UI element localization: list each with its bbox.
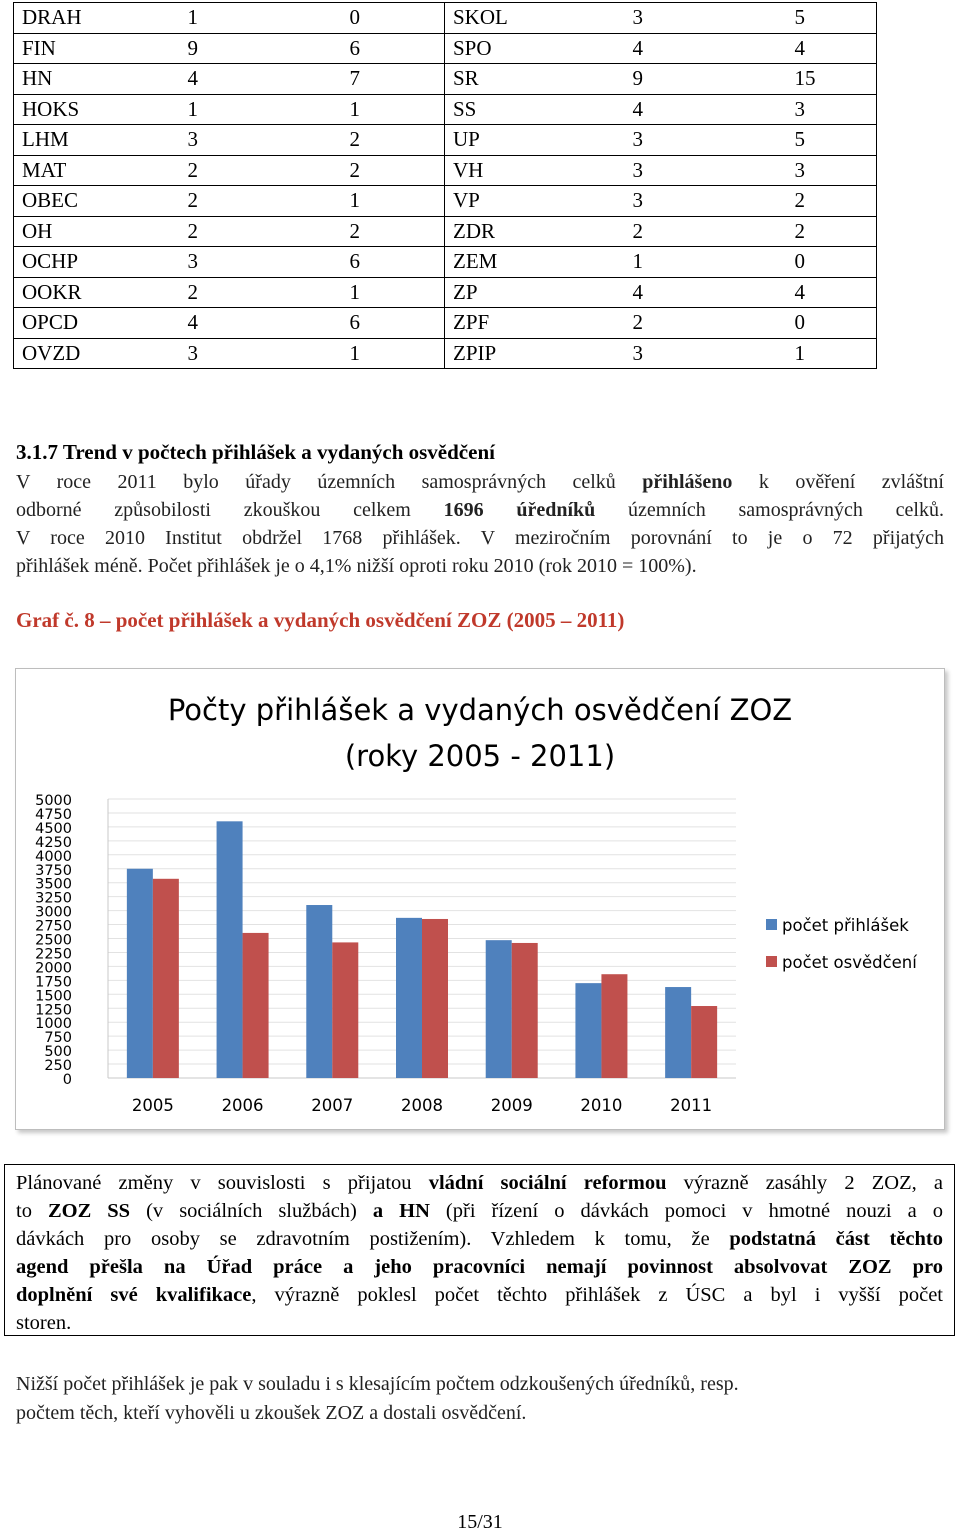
table-cell: 7 bbox=[342, 64, 445, 95]
y-tick-label: 1500 bbox=[35, 988, 72, 1005]
bar-applications-2007 bbox=[306, 905, 332, 1078]
table-cell: 6 bbox=[342, 308, 445, 339]
note-bold: agend přešla na Úřad práce a jeho pracovníci nemají povinnost absolvovat ZOZ pro bbox=[16, 1256, 943, 1278]
table-cell: 6 bbox=[342, 247, 445, 278]
note-bold: ZOZ SS bbox=[47, 1200, 131, 1222]
intro-line-1 bbox=[16, 468, 944, 496]
table-cell: 3 bbox=[625, 155, 787, 186]
table-cell: DRAH bbox=[14, 3, 180, 34]
bar-certificates-2010 bbox=[601, 974, 627, 1078]
table-cell: UP bbox=[445, 125, 625, 156]
y-tick-label: 1000 bbox=[35, 1016, 72, 1033]
table-cell: 3 bbox=[625, 125, 787, 156]
table-cell: OVZD bbox=[14, 338, 180, 369]
graph-caption: Graf č. 8 – počet přihlášek a vydaných osvědčení ZOZ (2005 – 2011) bbox=[16, 608, 625, 632]
table-row bbox=[14, 247, 877, 278]
table-row bbox=[14, 33, 877, 64]
legend-swatch bbox=[766, 956, 777, 967]
table-cell: 4 bbox=[180, 64, 342, 95]
table-cell: OOKR bbox=[14, 277, 180, 308]
table-cell: 1 bbox=[342, 94, 445, 125]
x-tick-label: 2005 bbox=[131, 1096, 174, 1115]
table-cell: 6 bbox=[342, 33, 445, 64]
y-tick-label: 750 bbox=[44, 1030, 72, 1047]
table-cell: 2 bbox=[787, 216, 877, 247]
y-tick-label: 5000 bbox=[35, 793, 72, 809]
table-cell: ZDR bbox=[445, 216, 625, 247]
bar-certificates-2005 bbox=[153, 879, 179, 1078]
table-cell: 4 bbox=[787, 33, 877, 64]
note-bold: vládní sociální reformou bbox=[428, 1172, 667, 1194]
table-cell: 3 bbox=[625, 186, 787, 217]
note-text: výrazně zasáhly 2 ZOZ, a bbox=[666, 1172, 943, 1194]
note-text: , výrazně poklesl počet těchto přihlášek z ÚSC a byl i vyšší počet bbox=[251, 1284, 943, 1306]
y-tick-label: 2500 bbox=[35, 932, 72, 949]
table-cell: SS bbox=[445, 94, 625, 125]
y-tick-label: 0 bbox=[62, 1072, 72, 1088]
note-text: (v sociálních službách) bbox=[130, 1200, 373, 1222]
bar-applications-2008 bbox=[396, 918, 422, 1078]
y-tick-label: 4500 bbox=[35, 820, 72, 837]
bar-certificates-2008 bbox=[422, 919, 448, 1078]
closing-line-1: Nižší počet přihlášek je pak v souladu i s klesajícím počtem odzkoušených úředníků, resp. bbox=[16, 1373, 739, 1395]
bar-certificates-2006 bbox=[243, 933, 269, 1078]
note-line-4 bbox=[16, 1253, 943, 1281]
y-tick-label: 3000 bbox=[35, 904, 72, 921]
table-row bbox=[14, 216, 877, 247]
note-line-5 bbox=[16, 1281, 943, 1309]
table-cell: 3 bbox=[180, 247, 342, 278]
intro-line-4: přihlášek méně. Počet přihlášek je o 4,1% nižší oproti roku 2010 (rok 2010 = 100%). bbox=[16, 555, 697, 577]
y-tick-label: 2750 bbox=[35, 918, 72, 935]
table-cell: 1 bbox=[342, 277, 445, 308]
x-tick-label: 2011 bbox=[670, 1096, 713, 1115]
note-bold: podstatná část těchto bbox=[729, 1228, 943, 1250]
table-cell: OBEC bbox=[14, 186, 180, 217]
x-tick-label: 2009 bbox=[490, 1096, 533, 1115]
table-row bbox=[14, 277, 877, 308]
y-tick-label: 1250 bbox=[35, 1002, 72, 1019]
table-cell: 4 bbox=[787, 277, 877, 308]
note-line-1 bbox=[16, 1169, 943, 1197]
table-cell: HN bbox=[14, 64, 180, 95]
table-cell: HOKS bbox=[14, 94, 180, 125]
note-text: Plánované změny v souvislosti s přijatou bbox=[16, 1172, 429, 1194]
table-cell: 0 bbox=[342, 3, 445, 34]
y-tick-label: 2250 bbox=[35, 946, 72, 963]
table-cell: ZPIP bbox=[445, 338, 625, 369]
table-cell: OPCD bbox=[14, 308, 180, 339]
table-cell: 1 bbox=[180, 3, 342, 34]
table-cell: VH bbox=[445, 155, 625, 186]
table-row bbox=[14, 94, 877, 125]
closing-line-2: počtem těch, kteří vyhověli u zkoušek ZOZ a dostali osvědčení. bbox=[16, 1402, 527, 1424]
table-cell: 2 bbox=[787, 186, 877, 217]
legend-label: počet přihlášek bbox=[782, 916, 909, 935]
table-cell: 9 bbox=[180, 33, 342, 64]
intro-text: odborné způsobilosti zkouškou celkem bbox=[16, 499, 444, 521]
table-row bbox=[14, 338, 877, 369]
y-tick-label: 4750 bbox=[35, 806, 72, 823]
y-tick-label: 3500 bbox=[35, 876, 72, 893]
y-tick-label: 1750 bbox=[35, 974, 72, 991]
table-cell: 2 bbox=[625, 308, 787, 339]
table-cell: FIN bbox=[14, 33, 180, 64]
table-cell: 2 bbox=[180, 277, 342, 308]
table-cell: 5 bbox=[787, 125, 877, 156]
table-cell: 15 bbox=[787, 64, 877, 95]
table-cell: 2 bbox=[625, 216, 787, 247]
bar-applications-2006 bbox=[217, 821, 243, 1078]
closing-paragraph bbox=[16, 1370, 739, 1428]
table-cell: 2 bbox=[342, 216, 445, 247]
table-cell: 4 bbox=[625, 277, 787, 308]
table-cell: 1 bbox=[180, 94, 342, 125]
y-tick-label: 2000 bbox=[35, 960, 72, 977]
legend-label: počet osvědčení bbox=[782, 953, 917, 972]
table-cell: 1 bbox=[625, 247, 787, 278]
table-cell: LHM bbox=[14, 125, 180, 156]
y-tick-label: 3250 bbox=[35, 890, 72, 907]
intro-text: k ověření zvláštní bbox=[732, 471, 944, 493]
table-cell: 4 bbox=[180, 308, 342, 339]
table-cell: 2 bbox=[180, 155, 342, 186]
note-text: dávkách pro osoby se zdravotním postižením). Vzhledem k tomu, že bbox=[16, 1228, 730, 1250]
table-cell: 1 bbox=[342, 338, 445, 369]
x-tick-label: 2010 bbox=[580, 1096, 623, 1115]
note-bold: a HN bbox=[372, 1200, 430, 1222]
table-cell: 4 bbox=[625, 33, 787, 64]
intro-text: územních samosprávných celků. bbox=[595, 499, 944, 521]
note-line-2 bbox=[16, 1197, 943, 1225]
bar-certificates-2007 bbox=[332, 942, 358, 1078]
table-cell: 3 bbox=[787, 94, 877, 125]
table-cell: 9 bbox=[625, 64, 787, 95]
table-cell: 2 bbox=[180, 186, 342, 217]
section-heading: 3.1.7 Trend v počtech přihlášek a vydaných osvědčení bbox=[16, 440, 495, 464]
y-tick-label: 4000 bbox=[35, 848, 72, 865]
page-number: 15/31 bbox=[457, 1511, 503, 1533]
table-row bbox=[14, 125, 877, 156]
y-tick-label: 500 bbox=[44, 1044, 72, 1061]
x-tick-label: 2007 bbox=[311, 1096, 354, 1115]
chart-container bbox=[15, 668, 945, 1130]
bar-applications-2010 bbox=[575, 983, 601, 1078]
table-cell: 3 bbox=[180, 125, 342, 156]
bar-chart bbox=[16, 669, 944, 1129]
table-cell: 0 bbox=[787, 308, 877, 339]
statistics-table bbox=[13, 2, 877, 369]
table-cell: SKOL bbox=[445, 3, 625, 34]
table-cell: VP bbox=[445, 186, 625, 217]
bar-applications-2005 bbox=[127, 869, 153, 1078]
note-line-6: storen. bbox=[16, 1312, 72, 1334]
intro-bold: přihlášeno bbox=[642, 471, 733, 493]
table-row bbox=[14, 3, 877, 34]
table-cell: ZPF bbox=[445, 308, 625, 339]
legend-swatch bbox=[766, 919, 777, 930]
table-cell: 5 bbox=[787, 3, 877, 34]
table-cell: MAT bbox=[14, 155, 180, 186]
note-line-3 bbox=[16, 1225, 943, 1253]
table-cell: ZEM bbox=[445, 247, 625, 278]
intro-paragraph bbox=[16, 468, 944, 580]
x-tick-label: 2008 bbox=[401, 1096, 443, 1115]
note-text: to bbox=[16, 1200, 48, 1222]
y-tick-label: 250 bbox=[44, 1058, 72, 1075]
table-cell: 3 bbox=[625, 338, 787, 369]
intro-text: V roce 2011 bylo úřady územních samosprávných celků bbox=[16, 471, 643, 493]
table-cell: SR bbox=[445, 64, 625, 95]
table-row bbox=[14, 186, 877, 217]
bar-certificates-2009 bbox=[512, 943, 538, 1078]
chart-title-line-2: (roky 2005 - 2011) bbox=[344, 739, 616, 773]
bar-applications-2009 bbox=[486, 940, 512, 1078]
table-cell: 3 bbox=[787, 155, 877, 186]
intro-bold: 1696 úředníků bbox=[443, 499, 596, 521]
y-tick-label: 3750 bbox=[35, 862, 72, 879]
table-row bbox=[14, 155, 877, 186]
table-cell: 0 bbox=[787, 247, 877, 278]
table-cell: SPO bbox=[445, 33, 625, 64]
table-cell: 4 bbox=[625, 94, 787, 125]
note-bold: doplnění své kvalifikace bbox=[16, 1284, 252, 1306]
chart-title-line-1: Počty přihlášek a vydaných osvědčení ZOZ bbox=[167, 693, 793, 727]
table-row bbox=[14, 64, 877, 95]
table-cell: 2 bbox=[342, 155, 445, 186]
table-cell: 1 bbox=[342, 186, 445, 217]
table-cell: 3 bbox=[180, 338, 342, 369]
y-tick-label: 4250 bbox=[35, 834, 72, 851]
x-tick-label: 2006 bbox=[221, 1096, 264, 1115]
intro-line-3: V roce 2010 Institut obdržel 1768 přihlášek. V meziročním porovnání to je o 72 přijatých bbox=[16, 527, 944, 549]
table-cell: OCHP bbox=[14, 247, 180, 278]
intro-line-2 bbox=[16, 496, 944, 524]
bar-certificates-2011 bbox=[691, 1006, 717, 1078]
table-cell: 1 bbox=[787, 338, 877, 369]
reform-note-box bbox=[4, 1164, 955, 1336]
table-cell: 2 bbox=[342, 125, 445, 156]
table-row bbox=[14, 308, 877, 339]
table-cell: 3 bbox=[625, 3, 787, 34]
table-cell: OH bbox=[14, 216, 180, 247]
table-cell: ZP bbox=[445, 277, 625, 308]
note-text: (při řízení o dávkách pomoci v hmotné nouzi a o bbox=[429, 1200, 943, 1222]
table-cell: 2 bbox=[180, 216, 342, 247]
bar-applications-2011 bbox=[665, 987, 691, 1078]
